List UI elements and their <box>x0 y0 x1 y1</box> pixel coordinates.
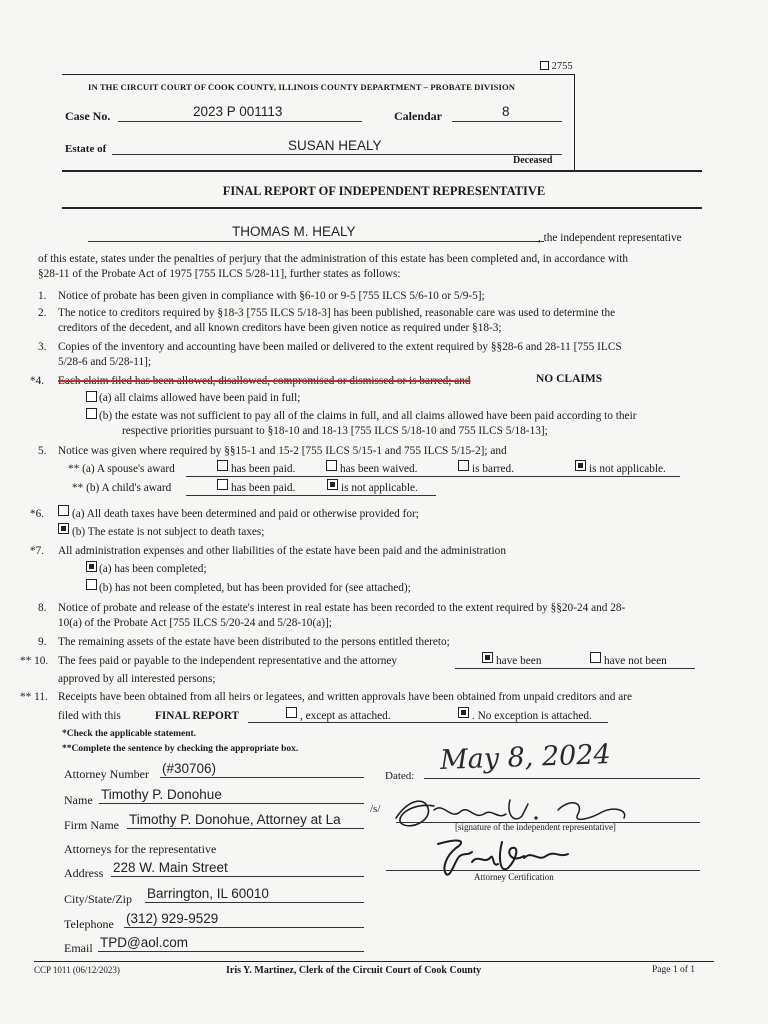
item-1-number: 1. <box>38 290 47 302</box>
item-5a-label: ** (a) A spouse's award <box>68 463 175 475</box>
spouse-waived-checkbox[interactable] <box>326 460 337 471</box>
attorney-certification-line <box>386 870 700 871</box>
fees-line <box>455 668 695 669</box>
item-10-number: ** 10. <box>20 655 49 667</box>
item-6b-text: (b) The estate is not subject to death taxes; <box>72 526 265 538</box>
item-11-line-2-pre: filed with this <box>58 710 121 722</box>
address-label: Address <box>64 866 104 880</box>
city-state-zip-line <box>145 902 364 903</box>
receipts-except-attached-checkbox[interactable] <box>286 707 297 718</box>
firm-name-line <box>127 828 364 829</box>
case-number-value: 2023 P 001113 <box>193 104 283 119</box>
item-1-text: Notice of probate has been given in compliance with §6-10 or 9-5 [755 ILCS 5/6-10 or 5/9-5]; <box>58 290 485 302</box>
address-value: 228 W. Main Street <box>113 860 228 875</box>
note-complete-sentence: **Complete the sentence by checking the appropriate box. <box>62 744 299 754</box>
receipts-line <box>248 722 608 723</box>
document-title: FINAL REPORT OF INDEPENDENT REPRESENTATIVE <box>222 184 546 198</box>
receipts-no-exception-checkbox[interactable] <box>458 707 469 718</box>
item-7-text: All administration expenses and other liabilities of the estate have been paid and the administration <box>58 545 506 557</box>
email-line <box>98 951 364 952</box>
intro-line-2: §28-11 of the Probate Act of 1975 [755 ILCS 5/28-11], further states as follows: <box>38 268 401 280</box>
item-3-line-2: 5/28-6 and 5/28-11]; <box>58 356 152 368</box>
frame-top-rule <box>62 74 575 75</box>
address-line <box>111 876 364 877</box>
item-2-line-2: creditors of the decedent, and all known creditors have been given notice as required under §18-3; <box>58 322 502 334</box>
calendar-label: Calendar <box>394 109 442 123</box>
case-number-label: Case No. <box>65 109 111 123</box>
item-4b-line-1: (b) the estate was not sufficient to pay all of the claims in full, and all claims allowed have been paid according to their <box>99 410 637 422</box>
fees-have-not-been-checkbox[interactable] <box>590 652 601 663</box>
spouse-waived-text: has been waived. <box>340 463 418 475</box>
deceased-label: Deceased <box>513 155 553 166</box>
form-number-box <box>540 61 549 70</box>
representative-line <box>88 241 544 242</box>
attorney-name-label: Name <box>64 793 93 807</box>
item-6-number: *6. <box>30 508 45 520</box>
city-state-zip-label: City/State/Zip <box>64 892 132 906</box>
case-number-line <box>118 121 362 122</box>
attorney-number-value: (#30706) <box>162 761 217 776</box>
telephone-line <box>124 927 364 928</box>
attorney-number-label: Attorney Number <box>64 767 149 781</box>
item-6a-text: (a) All death taxes have been determined and paid or otherwise provided for; <box>72 508 419 520</box>
item-4-no-claims: NO CLAIMS <box>536 373 603 385</box>
item-4-number: *4. <box>30 375 45 387</box>
calendar-value: 8 <box>502 104 510 119</box>
spouse-award-line <box>186 476 680 477</box>
child-paid-checkbox[interactable] <box>217 479 228 490</box>
spouse-paid-text: has been paid. <box>231 463 296 475</box>
spouse-barred-text: is barred. <box>472 463 515 475</box>
child-award-line <box>186 495 436 496</box>
footer-rule <box>34 961 714 962</box>
item-7a-checkbox[interactable] <box>86 561 97 572</box>
dated-label: Dated: <box>385 770 415 782</box>
representative-name: THOMAS M. HEALY <box>232 224 356 239</box>
telephone-value: (312) 929-9529 <box>126 911 219 926</box>
item-7a-text: (a) has been completed; <box>99 563 207 575</box>
item-9-text: The remaining assets of the estate have been distributed to the persons entitled thereto; <box>58 636 450 648</box>
spouse-not-applicable-checkbox[interactable] <box>575 460 586 471</box>
email-value: TPD@aol.com <box>100 935 188 950</box>
spouse-barred-checkbox[interactable] <box>458 460 469 471</box>
item-10-text: The fees paid or payable to the independent representative and the attorney <box>58 655 398 667</box>
fees-have-been-checkbox[interactable] <box>482 652 493 663</box>
item-5-number: 5. <box>38 445 47 457</box>
fees-have-been-text: have been <box>496 655 542 667</box>
attorney-number-line <box>160 777 364 778</box>
firm-name-value: Timothy P. Donohue, Attorney at La <box>129 812 341 827</box>
item-2-number: 2. <box>38 307 47 319</box>
attorney-certification-caption: Attorney Certification <box>474 872 554 882</box>
representative-suffix: , the independent representative <box>538 232 682 244</box>
footer-page-number: Page 1 of 1 <box>652 965 696 975</box>
fees-have-not-been-text: have not been <box>604 655 667 667</box>
estate-line <box>112 154 562 155</box>
email-label: Email <box>64 941 93 955</box>
attorney-name-line <box>99 803 364 804</box>
dated-value: May 8, 2024 <box>439 739 612 776</box>
item-9-number: 9. <box>38 636 47 648</box>
representative-signature-caption: [signature of the independent representative] <box>455 822 616 832</box>
attorney-name-value: Timothy P. Donohue <box>101 787 222 802</box>
item-5-text: Notice was given where required by §§15-1 and 15-2 [755 ILCS 5/15-1 and 755 ILCS 5/15-2]; and <box>58 445 507 457</box>
child-not-applicable-text: is not applicable. <box>341 482 418 494</box>
item-8-line-1: Notice of probate and release of the estate's interest in real estate has been recorded to the extent required by §§20-24 and 28- <box>58 602 626 614</box>
item-11-line-1: Receipts have been obtained from all heirs or legatees, and written approvals have been obtained from unpaid creditors and are <box>58 691 633 703</box>
frame-right-rule <box>574 74 575 170</box>
item-2-line-1: The notice to creditors required by §18-3 [755 ILCS 5/18-3] has been published, reasonable care was used to determine the <box>58 307 616 319</box>
title-top-rule <box>62 170 702 172</box>
footer-clerk: Iris Y. Martinez, Clerk of the Circuit Court of Cook County <box>226 965 482 976</box>
item-4b-line-2: respective priorities pursuant to §18-10 and 18-13 [755 ILCS 5/18-10 and 755 ILCS 5/18-13]; <box>122 425 548 437</box>
footer-form-id: CCP 1011 (06/12/2023) <box>34 965 120 975</box>
representative-signature <box>388 790 648 840</box>
item-11-number: ** 11. <box>20 691 48 703</box>
item-7-number: *7. <box>30 545 45 557</box>
telephone-label: Telephone <box>64 917 114 931</box>
spouse-paid-checkbox[interactable] <box>217 460 228 471</box>
item-6a-checkbox[interactable] <box>58 505 69 516</box>
title-bottom-rule <box>62 207 702 209</box>
receipts-except-attached-text: , except as attached. <box>300 710 391 722</box>
firm-name-label: Firm Name <box>64 818 119 832</box>
intro-line-1: of this estate, states under the penalties of perjury that the administration of this estate has been completed and, in accordance with <box>38 253 629 265</box>
item-7b-checkbox[interactable] <box>86 579 97 590</box>
city-state-zip-value: Barrington, IL 60010 <box>147 886 269 901</box>
item-10-line-2: approved by all interested persons; <box>58 673 216 685</box>
estate-label: Estate of <box>65 143 107 155</box>
attorneys-for-label: Attorneys for the representative <box>64 842 217 856</box>
court-header: IN THE CIRCUIT COURT OF COOK COUNTY, ILLINOIS COUNTY DEPARTMENT – PROBATE DIVISION <box>88 82 516 92</box>
form-number: 2755 <box>540 61 573 72</box>
dated-line <box>424 778 700 779</box>
item-4b-checkbox[interactable] <box>86 408 97 419</box>
calendar-line <box>452 121 562 122</box>
item-7b-text: (b) has not been completed, but has been provided for (see attached); <box>99 582 411 594</box>
item-11-final-report: FINAL REPORT <box>155 710 240 722</box>
item-8-line-2: 10(a) of the Probate Act [755 ILCS 5/20-24 and 5/28-10(a)]; <box>58 617 332 629</box>
item-6b-checkbox[interactable] <box>58 523 69 534</box>
item-4-struck-text: Each claim filed has been allowed, disallowed, compromised or dismissed or is barred; and <box>58 375 471 387</box>
item-4a-checkbox[interactable] <box>86 391 97 402</box>
item-8-number: 8. <box>38 602 47 614</box>
item-4a-text: (a) all claims allowed have been paid in full; <box>99 392 301 404</box>
item-5b-label: ** (b) A child's award <box>72 482 172 494</box>
note-check-applicable: *Check the applicable statement. <box>62 729 197 739</box>
child-paid-text: has been paid. <box>231 482 296 494</box>
item-3-number: 3. <box>38 341 47 353</box>
spouse-not-applicable-text: is not applicable. <box>589 463 666 475</box>
s-label: /s/ <box>370 803 381 815</box>
estate-name: SUSAN HEALY <box>288 138 382 153</box>
item-3-line-1: Copies of the inventory and accounting have been mailed or delivered to the extent required by §§28-6 and 28-11 [755 ILCS <box>58 341 622 353</box>
child-not-applicable-checkbox[interactable] <box>327 479 338 490</box>
receipts-no-exception-text: . No exception is attached. <box>472 710 592 722</box>
